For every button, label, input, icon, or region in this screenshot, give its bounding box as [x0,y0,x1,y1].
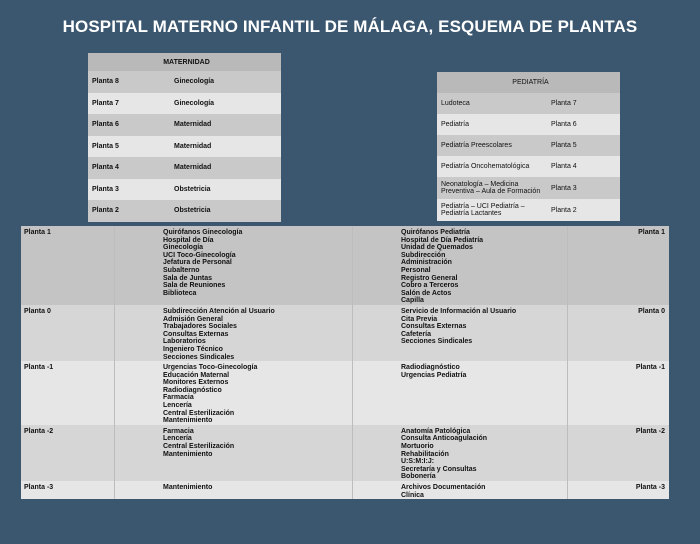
maternidad-table [88,53,281,222]
planta-cell: Planta 2 [547,199,620,221]
planta-cell: Planta 8 [88,71,170,93]
planta-cell: Planta 3 [88,179,170,201]
servicio-cell: Pediatría Oncohematológica [437,156,547,177]
floor-services-left [115,481,353,499]
service-item: Subalterno [163,266,200,274]
service-item: Clínica [401,491,424,499]
servicio-cell: Ginecología [170,71,281,93]
floor-row [21,226,669,305]
service-item: Consulta Anticoagulación [401,435,488,443]
table-row [88,136,281,158]
servicio-cell: Maternidad [170,114,281,136]
table-row [88,93,281,115]
planta-cell: Planta 5 [547,135,620,156]
table-row [88,179,281,201]
service-item: Anatomía Patológica [401,427,471,435]
service-item: Sala de Reuniones [163,282,226,290]
service-item: Consultas Externas [401,323,467,331]
service-item: Monitores Externos [163,379,229,387]
service-item: Secretaría y Consultas [401,465,477,473]
floor-services-left [115,425,353,481]
table-row [437,114,620,135]
service-item: Farmacia [163,394,194,402]
service-item: Ginecología [163,244,204,252]
service-item: Hospital de Día [163,236,214,244]
planta-cell: Planta 3 [547,177,620,199]
service-item: Subdirección Atención al Usuario [163,307,275,315]
service-item: Registro General [401,274,458,282]
service-item: Subdirección [401,251,446,259]
service-item: Central Esterilización [163,443,235,451]
servicio-cell: Neonatología – Medicina Preventiva – Aula de Formación [437,177,547,199]
service-item: Laboratorios [163,338,206,346]
service-item: Central Esterilización [163,409,235,417]
service-item: Capilla [401,297,424,305]
service-item: Lencería [163,435,192,443]
service-item: Archivos Documentación [401,484,486,491]
table-row [88,200,281,222]
service-item: Cafetería [401,330,431,338]
service-item: Mantenimiento [163,417,213,425]
service-item: Cita Previa [401,315,438,323]
service-item: Sala de Juntas [163,274,213,282]
floor-row [21,305,669,361]
planta-cell: Planta 7 [88,93,170,115]
service-item: Educación Maternal [163,371,230,379]
planta-cell: Planta 5 [88,136,170,158]
service-item: Urgencias Pediatría [401,371,467,379]
floor-services-left [115,361,353,425]
table-row [437,177,620,199]
table-row [437,93,620,114]
table-row [437,199,620,221]
servicio-cell: Obstetricia [170,179,281,201]
page-title: HOSPITAL MATERNO INFANTIL DE MÁLAGA, ESQUEMA DE PLANTAS [62,17,638,36]
floor-label-right: Planta -3 [568,481,670,499]
planta-cell: Planta 6 [547,114,620,135]
planta-cell: Planta 6 [88,114,170,136]
service-item: UCI Toco-Ginecología [163,251,236,259]
floor-row [21,425,669,481]
service-item: Rehabilitación [401,450,449,458]
floor-services-right [353,361,568,425]
service-item: Mantenimiento [163,450,213,458]
service-item: Personal [401,266,431,274]
floor-label-left: Planta 0 [21,305,115,361]
maternidad-header: MATERNIDAD [88,53,281,71]
service-item: Bobonería [401,473,436,481]
servicio-cell: Ludoteca [437,93,547,114]
floors-table [21,226,669,499]
service-item: Salón de Actos [401,289,452,297]
table-row [88,114,281,136]
service-item: Urgencias Toco-Ginecología [163,364,258,372]
floor-label-right: Planta -2 [568,425,670,481]
service-item: Hospital de Día Pediatría [401,236,484,244]
floor-label-right: Planta -1 [568,361,670,425]
floor-services-left [115,305,353,361]
servicio-cell: Maternidad [170,157,281,179]
service-item: Cobro a Terceros [401,282,459,290]
floor-row [21,481,669,499]
servicio-cell: Maternidad [170,136,281,158]
floor-label-left: Planta -2 [21,425,115,481]
service-item: Quirófanos Pediatría [401,229,470,236]
service-item: Farmacia [163,427,194,435]
service-item: Servicio de Información al Usuario [401,307,517,315]
planta-cell: Planta 4 [88,157,170,179]
planta-cell: Planta 7 [547,93,620,114]
servicio-cell: Pediatría [437,114,547,135]
floor-label-left: Planta 1 [21,226,115,305]
service-item: Admisión General [163,315,223,323]
table-row [437,156,620,177]
service-item: Quirófanos Ginecología [163,229,243,236]
servicio-cell: Ginecología [170,93,281,115]
pediatria-table [437,72,620,221]
floor-services-right [353,425,568,481]
service-item: Ingeniero Técnico [163,345,223,353]
floor-services-right [353,305,568,361]
service-item: U:S:M:I:J: [401,458,435,466]
floor-row [21,361,669,425]
service-item: Administración [401,259,452,267]
servicio-cell: Pediatría Preescolares [437,135,547,156]
service-item: Radiodiagnóstico [163,386,222,394]
floor-label-right: Planta 0 [568,305,670,361]
service-item: Trabajadores Sociales [163,323,237,331]
floor-label-left: Planta -1 [21,361,115,425]
floor-services-right [353,226,568,305]
service-item: Unidad de Quemados [401,244,473,252]
table-row [88,157,281,179]
table-row [88,71,281,93]
planta-cell: Planta 2 [88,200,170,222]
table-row [437,135,620,156]
service-item: Secciones Sindicales [163,353,235,361]
servicio-cell: Obstetricia [170,200,281,222]
planta-cell: Planta 4 [547,156,620,177]
floor-services-right [353,481,568,499]
service-item: Consultas Externas [163,330,229,338]
service-item: Mortuorio [401,443,434,451]
service-item: Radiodiagnóstico [401,364,460,372]
floor-label-left: Planta -3 [21,481,115,499]
pediatria-header: PEDIATRÍA [437,72,620,93]
service-item: Mantenimiento [163,484,213,491]
floor-services-left [115,226,353,305]
service-item: Biblioteca [163,289,197,297]
service-item: Lencería [163,402,192,410]
floor-label-right: Planta 1 [568,226,670,305]
service-item: Secciones Sindicales [401,338,473,346]
service-item: Jefatura de Personal [163,259,232,267]
servicio-cell: Pediatría – UCI Pediatría – Pediatría Lactantes [437,199,547,221]
